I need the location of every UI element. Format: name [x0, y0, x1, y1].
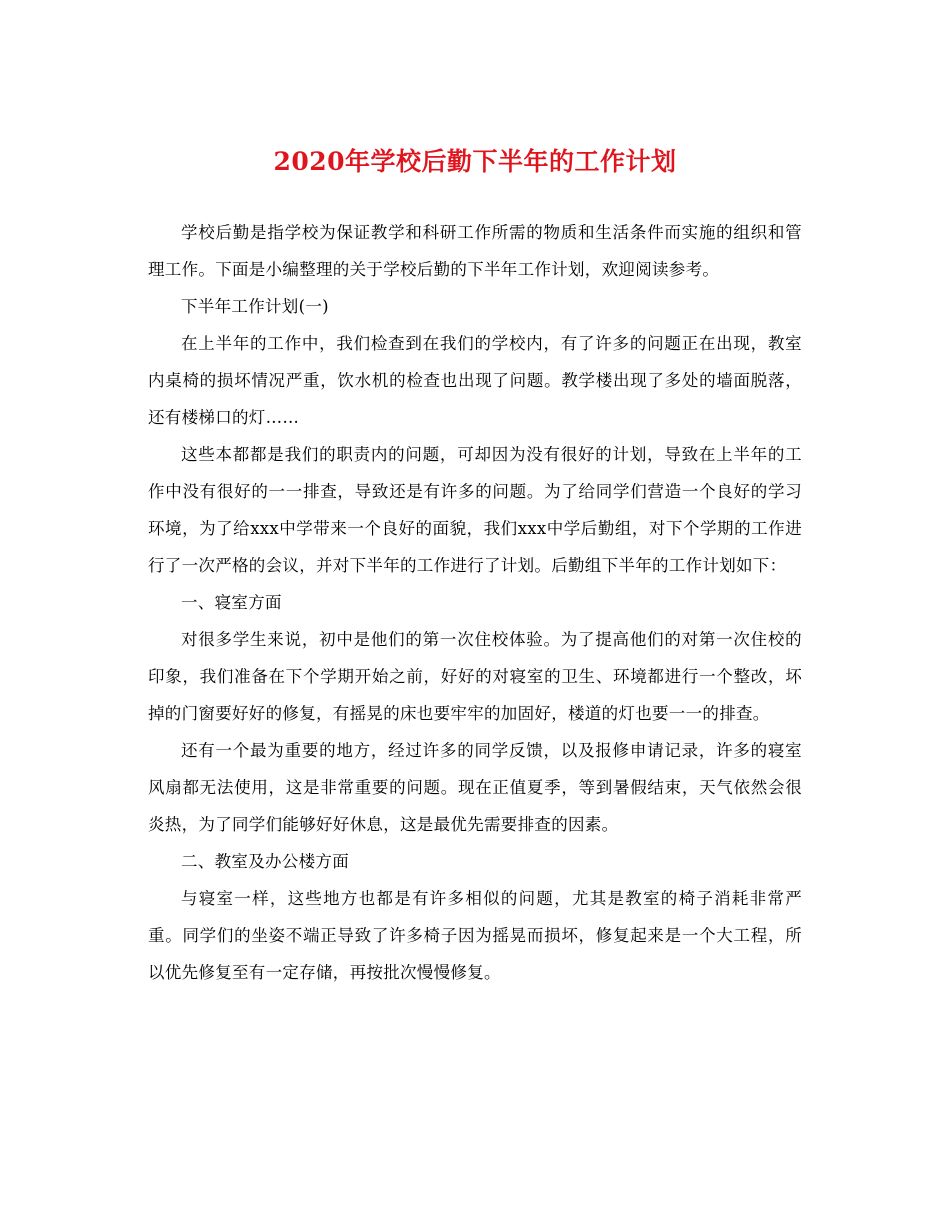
paragraph: 这些本都都是我们的职责内的问题，可却因为没有很好的计划，导致在上半年的工作中没有很好的一一排查，导致还是有许多的问题。为了给同学们营造一个良好的学习环境，为了给xxx中学带来一个良好的面貌，我们xxx中学后勤组，对下个学期的工作进行了一次严格的会议，并对下半年的工作进行了计划。后勤组下半年的工作计划如下： [148, 445, 802, 575]
paragraph: 在上半年的工作中，我们检查到在我们的学校内，有了许多的问题正在出现，教室内桌椅的损坏情况严重，饮水机的检查也出现了问题。教学楼出现了多处的墙面脱落，还有楼梯口的灯…… [148, 334, 802, 427]
document-body [148, 214, 802, 991]
section-heading-dormitory: 一、寝室方面 [181, 593, 282, 612]
paragraph: 与寝室一样，这些地方也都是有许多相似的问题，尤其是教室的椅子消耗非常严重。同学们的坐姿不端正导致了许多椅子因为摇晃而损坏，修复起来是一个大工程，所以优先修复至有一定存储，再按批次慢慢修复。 [148, 889, 802, 982]
paragraph-intro: 学校后勤是指学校为保证教学和科研工作所需的物质和生活条件而实施的组织和管理工作。下面是小编整理的关于学校后勤的下半年工作计划，欢迎阅读参考。 [148, 223, 802, 279]
paragraph: 对很多学生来说，初中是他们的第一次住校体验。为了提高他们的对第一次住校的印象，我们准备在下个学期开始之前，好好的对寝室的卫生、环境都进行一个整改，坏掉的门窗要好好的修复，有摇晃的床也要牢牢的加固好，楼道的灯也要一一的排查。 [148, 630, 802, 723]
section-heading-classroom: 二、教室及办公楼方面 [181, 852, 349, 871]
document-title: 2020年学校后勤下半年的工作计划 [273, 147, 677, 176]
section-heading-plan-1: 下半年工作计划(一) [181, 297, 329, 316]
paragraph: 还有一个最为重要的地方，经过许多的同学反馈，以及报修申请记录，许多的寝室风扇都无法使用，这是非常重要的问题。现在正值夏季，等到暑假结束，天气依然会很炎热，为了同学们能够好好休息，这是最优先需要排查的因素。 [148, 741, 802, 834]
